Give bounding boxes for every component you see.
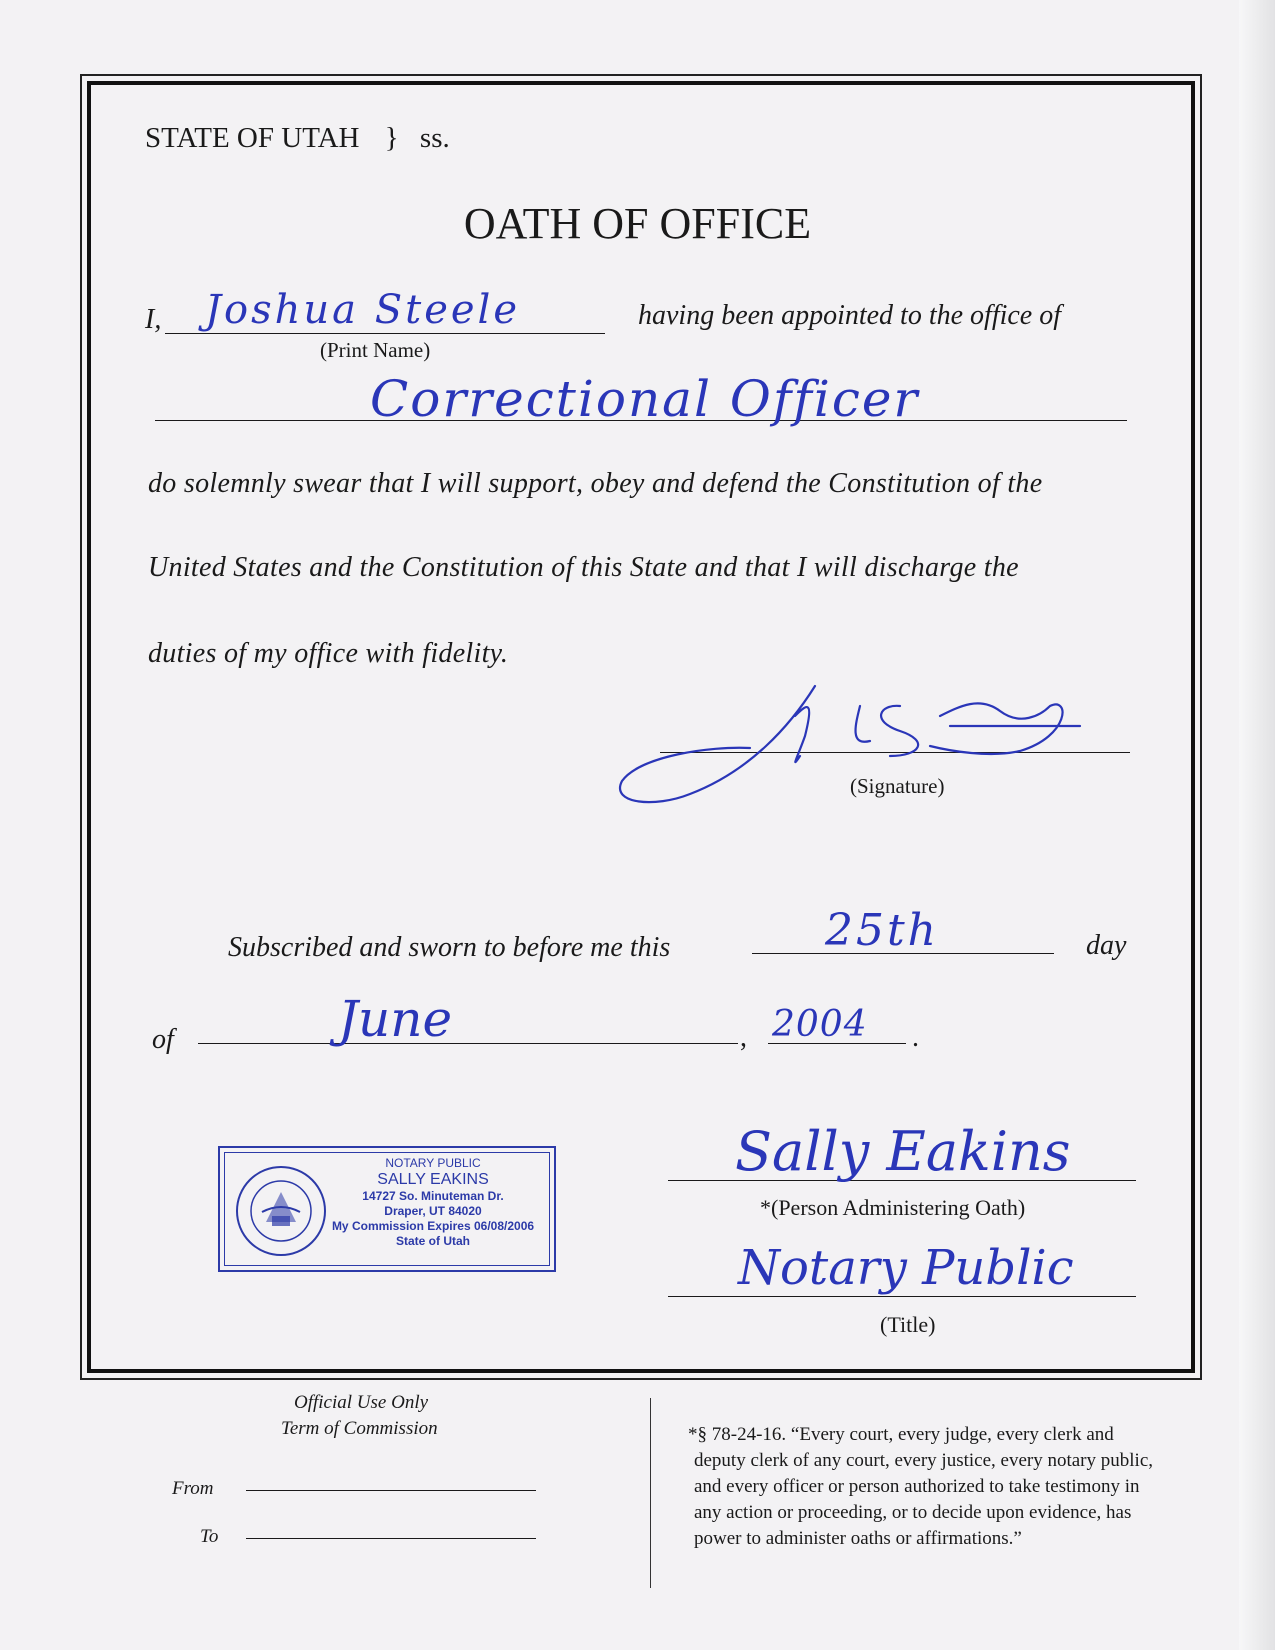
notary-stamp: [218, 1146, 556, 1272]
stamp-line-5: My Commission Expires 06/08/2006: [331, 1219, 535, 1233]
appointed-text: having been appointed to the office of: [638, 300, 1062, 331]
official-heading: Official Use Only: [294, 1392, 429, 1413]
name-line: [165, 333, 605, 334]
name-value: Joshua Steele: [205, 287, 521, 333]
title-caption: (Title): [880, 1312, 936, 1337]
stamp-line-6: State of Utah: [395, 1234, 470, 1248]
administering-signature: Sally Eakins: [735, 1120, 1071, 1183]
stamp-line-1: NOTARY PUBLIC: [385, 1156, 481, 1170]
oath-line-1: do solemnly swear that I will support, obey and defend the Constitution of the: [148, 468, 1043, 499]
oath-line-3: duties of my office with fidelity.: [148, 638, 509, 669]
date-comma: ,: [740, 1022, 747, 1053]
month-line: [198, 1043, 738, 1044]
stamp-line-4: Draper, UT 84020: [384, 1204, 482, 1218]
document-title: OATH OF OFFICE: [463, 199, 812, 248]
stamp-text: [318, 1156, 548, 1249]
footnote-line-5: power to administer oaths or affirmations.”: [694, 1528, 1022, 1549]
brace: }: [384, 122, 399, 154]
title-value: Notary Public: [738, 1240, 1074, 1296]
administering-caption: *(Person Administering Oath): [760, 1195, 1026, 1220]
print-name-caption: (Print Name): [320, 338, 431, 362]
i-label: I,: [145, 304, 162, 335]
state-header: [145, 122, 450, 155]
footnote-line-4: any action or proceeding, or to decide upon evidence, has: [694, 1502, 1132, 1523]
footnote-line-1: *§ 78-24-16. “Every court, every judge, every clerk and: [688, 1424, 1114, 1445]
month-value: June: [338, 990, 453, 1048]
year-value: 2004: [772, 1004, 868, 1045]
stamp-line-3: 14727 So. Minuteman Dr.: [362, 1189, 504, 1203]
date-period: .: [912, 1022, 919, 1053]
of-label: of: [152, 1024, 174, 1055]
to-line: [246, 1538, 536, 1539]
term-heading: Term of Commission: [281, 1418, 438, 1439]
stamp-line-2: SALLY EAKINS: [377, 1171, 489, 1188]
sworn-text: Subscribed and sworn to before me this: [228, 932, 671, 963]
from-label: From: [172, 1478, 214, 1499]
day-value: 25th: [825, 905, 940, 956]
day-label: day: [1086, 930, 1127, 961]
ss-label: ss.: [419, 122, 450, 154]
office-value: Correctional Officer: [370, 370, 920, 428]
footer-divider: [650, 1398, 651, 1588]
footnote-line-3: and every officer or person authorized to take testimony in: [694, 1476, 1140, 1497]
state-seal-icon: [234, 1164, 328, 1258]
state-label: STATE OF UTAH: [145, 122, 360, 154]
to-label: To: [200, 1526, 219, 1547]
title-line: [668, 1296, 1136, 1297]
footnote-line-2: deputy clerk of any court, every justice, every notary public,: [694, 1450, 1153, 1471]
oath-line-2: United States and the Constitution of this State and that I will discharge the: [148, 552, 1019, 583]
from-line: [246, 1490, 536, 1491]
signature-caption: (Signature): [850, 774, 945, 798]
